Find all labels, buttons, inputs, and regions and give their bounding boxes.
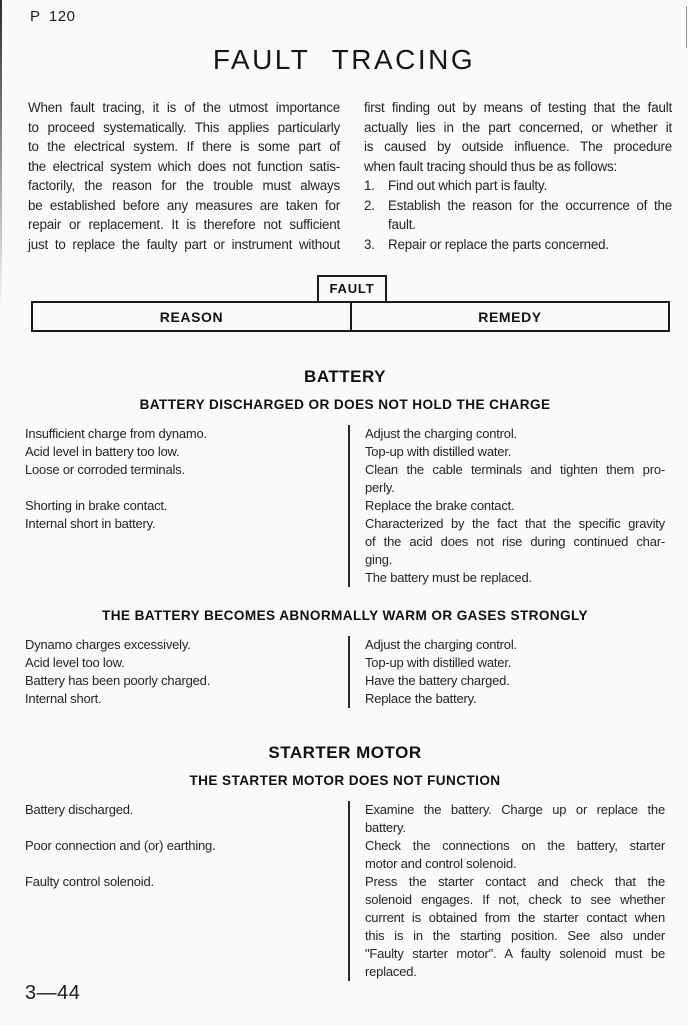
fault-row <box>25 425 665 443</box>
section-heading: STARTER MOTOR <box>268 743 422 762</box>
fault-subsection <box>25 774 665 981</box>
intro-right-column <box>364 98 672 254</box>
reason-line: Internal short. <box>25 691 102 706</box>
reason-line: Acid level too low. <box>25 655 125 670</box>
scan-edge-artifact-left <box>0 0 2 310</box>
list-item-number: 3. <box>364 236 375 252</box>
reason-cell <box>25 443 348 461</box>
page-code: P 120 <box>30 8 76 25</box>
intro-line: actually lies in the part concerned, or whether it <box>364 119 672 135</box>
remedy-cell <box>348 873 665 981</box>
list-item-number: 2. <box>364 197 375 213</box>
remedy-line: Have the battery charged. <box>365 673 510 688</box>
remedy-line: The battery must be replaced. <box>365 570 532 585</box>
fault-section <box>25 368 665 708</box>
fault-row <box>25 461 665 497</box>
fault-row <box>25 443 665 461</box>
remedy-line: solenoid engages. If not, check to see whether <box>365 892 665 907</box>
reason-line: Dynamo charges excessively. <box>25 637 191 652</box>
subsection-heading: THE STARTER MOTOR DOES NOT FUNCTION <box>189 773 501 788</box>
remedy-line: Examine the battery. Charge up or replace the <box>365 802 665 817</box>
intro-line: to the electrical system. If there is some part of <box>28 139 340 154</box>
fault-rows <box>25 425 665 587</box>
intro-line: factorily, the reason for the trouble must always <box>28 178 340 193</box>
remedy-cell <box>348 443 665 461</box>
list-item-text <box>388 235 672 255</box>
subsection-heading: THE BATTERY BECOMES ABNORMALLY WARM OR GASES STRONGLY <box>102 608 588 623</box>
reason-line: Acid level in battery too low. <box>25 444 180 459</box>
remedy-line: Check the connections on the battery, starter <box>365 838 665 853</box>
intro-line: When fault tracing, it is of the utmost importance <box>28 100 340 115</box>
remedy-cell <box>348 497 665 515</box>
reason-cell <box>25 515 348 587</box>
reason-line: Battery has been poorly charged. <box>25 673 211 688</box>
intro-paragraphs <box>28 98 672 254</box>
intro-line: repair or replacement. It is therefore not sufficient <box>28 217 340 232</box>
fault-row <box>25 837 665 873</box>
reason-line: Poor connection and (or) earthing. <box>25 838 216 853</box>
reason-cell <box>25 425 348 443</box>
reason-line: Internal short in battery. <box>25 516 156 531</box>
remedy-cell <box>348 654 665 672</box>
reason-cell <box>25 873 348 981</box>
list-item-text <box>388 176 672 196</box>
list-item-text <box>388 196 672 235</box>
fault-row <box>25 873 665 981</box>
remedy-cell <box>348 461 665 497</box>
remedy-cell <box>348 801 665 837</box>
section-heading: BATTERY <box>304 367 386 386</box>
reason-cell <box>25 636 348 654</box>
remedy-cell <box>348 636 665 654</box>
list-item-line: Find out which part is faulty. <box>388 178 547 193</box>
reason-line: Faulty control solenoid. <box>25 874 154 889</box>
remedy-line: this is in the starting position. See also under <box>365 928 665 943</box>
fault-rows <box>25 801 665 981</box>
fault-row <box>25 497 665 515</box>
page-number: 3—44 <box>25 982 81 1004</box>
reason-line: Shorting in brake contact. <box>25 498 168 513</box>
remedy-cell <box>348 515 665 587</box>
fault-row <box>25 654 665 672</box>
reason-column-header: REASON <box>33 303 352 330</box>
remedy-cell <box>348 425 665 443</box>
intro-line: the electrical system which does not function satis- <box>28 158 340 174</box>
remedy-line: of the acid does not rise during continued char- <box>365 534 665 549</box>
intro-line: to proceed systematically. This applies particularly <box>28 119 340 135</box>
remedy-column-header: REMEDY <box>478 308 542 325</box>
reason-cell <box>25 837 348 873</box>
reason-cell <box>25 672 348 690</box>
intro-line: when fault tracing should thus be as follows: <box>364 158 618 174</box>
list-item-line: Repair or replace the parts concerned. <box>388 236 609 252</box>
remedy-line: Press the starter contact and check that the <box>365 874 665 889</box>
subsection-heading: BATTERY DISCHARGED OR DOES NOT HOLD THE CHARGE <box>139 397 551 412</box>
fault-sections <box>25 368 665 981</box>
procedure-list-item <box>364 235 672 255</box>
procedure-list-item <box>364 176 672 196</box>
reason-cell <box>25 801 348 837</box>
page-title: FAULT TRACING <box>212 44 476 75</box>
fault-row <box>25 801 665 837</box>
remedy-line: replaced. <box>365 964 417 979</box>
fault-rows <box>25 636 665 708</box>
fault-row <box>25 690 665 708</box>
remedy-line: battery. <box>365 820 406 835</box>
scan-edge-artifact-right <box>686 6 687 48</box>
remedy-cell <box>348 690 665 708</box>
remedy-cell <box>348 672 665 690</box>
reason-cell <box>25 497 348 515</box>
reason-cell <box>25 461 348 497</box>
reason-cell <box>25 690 348 708</box>
remedy-line: Top-up with distilled water. <box>365 655 512 670</box>
intro-line: first finding out by means of testing that the fault <box>364 100 672 115</box>
remedy-line: Clean the cable terminals and tighten them pro- <box>365 462 665 477</box>
remedy-line: motor and control solenoid. <box>365 856 517 871</box>
intro-left-column <box>28 98 340 254</box>
fault-table-title: FAULT <box>317 275 387 301</box>
fault-section <box>25 744 665 981</box>
reason-line: Loose or corroded terminals. <box>25 462 185 477</box>
remedy-line: Top-up with distilled water. <box>365 444 512 459</box>
remedy-line: Adjust the charging control. <box>365 426 517 441</box>
list-item-line: Establish the reason for the occurrence of the <box>388 197 672 213</box>
remedy-line: Adjust the charging control. <box>365 637 517 652</box>
fault-row <box>25 636 665 654</box>
remedy-line: Replace the brake contact. <box>365 498 515 513</box>
list-item-line: fault. <box>388 217 416 232</box>
remedy-line: Characterized by the fact that the specific gravity <box>365 516 665 531</box>
remedy-line: perly. <box>365 480 395 495</box>
intro-line: is caused by outside influence. The procedure <box>364 139 672 154</box>
fault-subsection <box>25 398 665 587</box>
table-header-row <box>31 301 670 332</box>
remedy-line: Replace the battery. <box>365 691 477 706</box>
fault-subsection <box>25 609 665 708</box>
intro-line: just to replace the faulty part or instrument without <box>28 236 340 252</box>
reason-line: Insufficient charge from dynamo. <box>25 426 207 441</box>
remedy-line: ging. <box>365 552 393 567</box>
reason-cell <box>25 654 348 672</box>
fault-row <box>25 515 665 587</box>
list-item-number: 1. <box>364 178 375 193</box>
reason-line: Battery discharged. <box>25 802 134 817</box>
intro-line: be established before any measures are taken for <box>28 197 340 213</box>
fault-row <box>25 672 665 690</box>
remedy-line: "Faulty starter motor". A faulty solenoid must be <box>365 946 665 961</box>
remedy-line: current is obtained from the starter contact when <box>365 910 665 925</box>
remedy-cell <box>348 837 665 873</box>
procedure-list-item <box>364 196 672 235</box>
